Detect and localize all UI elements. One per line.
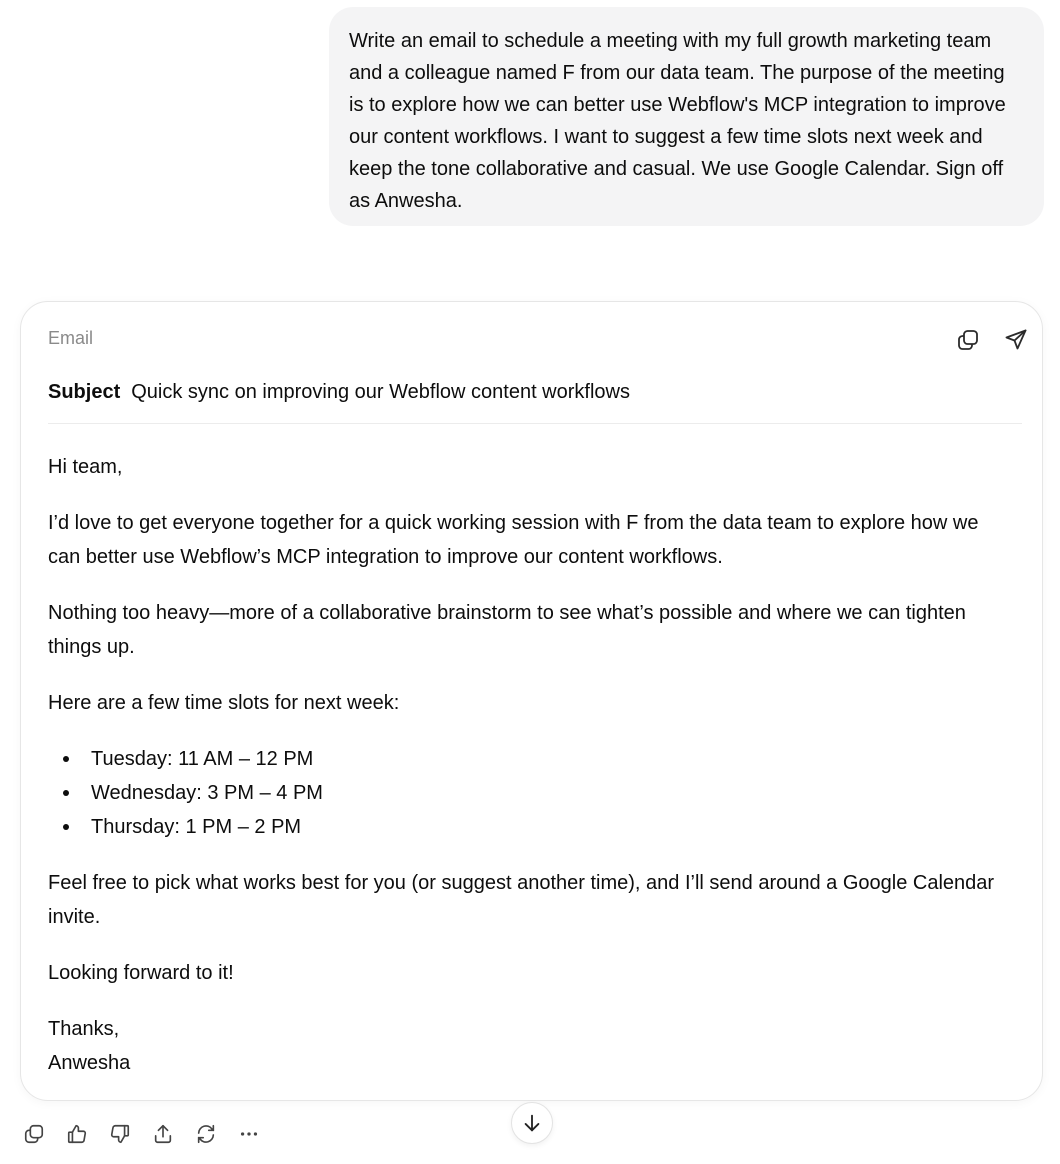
thumbs-up-icon[interactable] <box>63 1120 91 1148</box>
subject-text: Quick sync on improving our Webflow content workflows <box>131 381 630 403</box>
email-greeting: Hi team, <box>48 456 123 478</box>
thumbs-down-icon[interactable] <box>106 1120 134 1148</box>
email-card <box>20 301 1043 1101</box>
copy-icon[interactable] <box>20 1120 48 1148</box>
user-message-bubble <box>329 7 1044 226</box>
email-label: Email <box>48 328 94 348</box>
regenerate-icon[interactable] <box>192 1120 220 1148</box>
time-slot-list <box>48 742 1008 844</box>
user-message-text: Write an email to schedule a meeting with my full growth marketing team and a colleague named F from our data team. The purpose of the meeting is to explore how we can better use Webflow's MCP integration to improve our content workflows. I want to suggest a few time slots next week and keep the tone collaborative and casual. We use Google Calendar. Sign off as Anwesha. <box>349 30 1006 212</box>
email-closing-line: Looking forward to it! <box>48 962 234 984</box>
send-icon[interactable] <box>1002 326 1030 354</box>
email-paragraph-3: Feel free to pick what works best for you (or suggest another time), and I’ll send around a Google Calendar invite. <box>48 872 995 928</box>
scroll-to-bottom-button[interactable] <box>511 1102 553 1144</box>
email-signoff: Thanks, <box>48 1018 120 1040</box>
email-slots-intro: Here are a few time slots for next week: <box>48 692 400 714</box>
email-signature: Anwesha <box>48 1052 131 1074</box>
subject-divider <box>48 423 1022 424</box>
time-slot-item: Wednesday: 3 PM – 4 PM <box>91 776 1008 810</box>
email-subject-row <box>48 379 630 405</box>
email-body <box>48 450 1008 1080</box>
time-slot-item: Tuesday: 11 AM – 12 PM <box>91 742 1008 776</box>
email-paragraph-1: I’d love to get everyone together for a quick working session with F from the data team to explore how we can better use Webflow’s MCP integration to improve our content workflows. <box>48 512 979 568</box>
arrow-down-icon <box>521 1112 543 1134</box>
message-action-bar <box>20 1120 278 1150</box>
email-paragraph-2: Nothing too heavy—more of a collaborative brainstorm to see what’s possible and where we can tighten things up. <box>48 602 966 658</box>
time-slot-item: Thursday: 1 PM – 2 PM <box>91 810 1008 844</box>
share-icon[interactable] <box>149 1120 177 1148</box>
copy-icon[interactable] <box>954 326 982 354</box>
more-icon[interactable] <box>235 1120 263 1148</box>
email-signoff-block <box>48 1012 1008 1080</box>
subject-label: Subject <box>48 381 121 403</box>
